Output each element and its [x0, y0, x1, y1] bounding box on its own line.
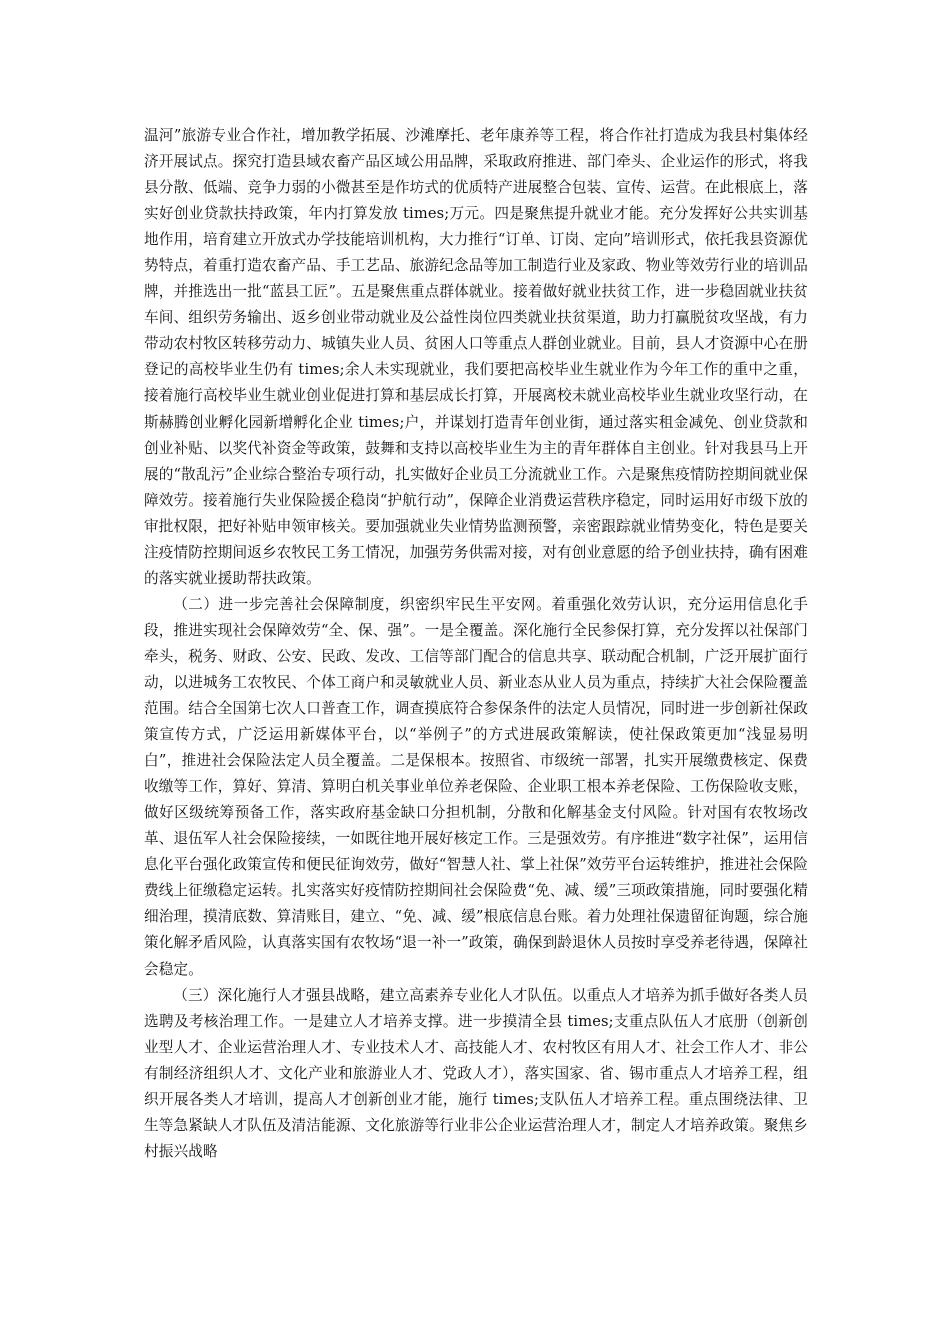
- paragraph-social-security: （二）进一步完善社会保障制度，织密织牢民生平安网。着重强化效劳认识，充分运用信息化手段，推进实现社会保障效劳“全、保、强”。一是全覆盖。深化施行全民参保打算，充分发挥以社保部门牵头，税务、财政、公安、民政、发改、工信等部门配合的信息共享、联动配合机制，广泛开展扩面行动，以进城务工农牧民、个体工商户和灵敏就业人员、新业态从业人员为重点，持续扩大社会保险覆盖范围。结合全国第七次人口普查工作，调查摸底符合参保条件的法定人员情况，同时进一步创新社保政策宣传方式，广泛运用新媒体平台，以“举例子”的方式进展政策解读，使社保政策更加“浅显易明白”，推进社会保险法定人员全覆盖。二是保根本。按照省、市级统一部署，扎实开展缴费核定、保费收缴等工作，算好、算清、算明白机关事业单位养老保险、企业职工根本养老保险、工伤保险收支账，做好区级统筹预备工作，落实政府基金缺口分担机制，分散和化解基金支付风险。针对国有农牧场改革、退伍军人社会保险接续，一如既往地开展好核定工作。三是强效劳。有序推进“数字社保”，运用信息化平台强化政策宣传和便民征询效劳，做好“智慧人社、掌上社保”效劳平台运转维护，推进社会保险费线上征缴稳定运转。扎实落实好疫情防控期间社会保险费“免、减、缓”三项政策措施，同时要强化精细治理，摸清底数、算清账目，建立、“免、减、缓”根底信息台账。着力处理社保遗留征询题，综合施策化解矛盾风险，认真落实国有农牧场“退一补一”政策，确保到龄退休人员按时享受养老待遇，保障社会稳定。: [144, 595, 808, 978]
- paragraph-talent-strategy: （三）深化施行人才强县战略，建立高素养专业化人才队伍。以重点人才培养为抓手做好各类人员选聘及考核治理工作。一是建立人才培养支撑。进一步摸清全县 times;支重点队伍人才底册（创新创业型人才、企业运营治理人才、专业技术人才、高技能人才、农村牧区有用人才、社会工作人才、非公有制经济组织人才、文化产业和旅游业人才、党政人才），落实国家、省、锡市重点人才培养工程，组织开展各类人才培训，提高人才创新创业才能，施行 times;支队伍人才培养工程。重点围绕法律、卫生等急紧缺人才队伍及清洁能源、文化旅游等行业非公企业运营治理人才，制定人才培养政策。聚焦乡村振兴战略: [144, 986, 808, 1160]
- paragraph-employment: 温河”旅游专业合作社，增加教学拓展、沙滩摩托、老年康养等工程，将合作社打造成为我县村集体经济开展试点。探究打造县域农畜产品区域公用品牌，采取政府推进、部门牵头、企业运作的形式，将我县分散、低端、竞争力弱的小微甚至是作坊式的优质特产进展整合包装、宣传、运营。在此根底上，落实好创业贷款扶持政策，年内打算发放 times;万元。四是聚焦提升就业才能。充分发挥好公共实训基地作用，培育建立开放式办学技能培训机构，大力推行“订单、订岗、定向”培训形式，依托我县资源优势特点，着重打造农畜产品、手工艺品、旅游纪念品等加工制造行业及家政、物业等效劳行业的培训品牌，并推选出一批“蓝县工匠”。五是聚焦重点群体就业。接着做好就业扶贫工作，进一步稳固就业扶贫车间、组织劳务输出、返乡创业带动就业及公益性岗位四类就业扶贫渠道，助力打赢脱贫攻坚战，有力带动农村牧区转移劳动力、城镇失业人员、贫困人口等重点人群创业就业。目前，县人才资源中心在册登记的高校毕业生仍有 times;余人未实现就业，我们要把高校毕业生就业作为今年工作的重中之重，接着施行高校毕业生就业创业促进打算和基层成长打算，开展离校未就业高校毕业生就业攻坚行动，在斯赫腾创业孵化园新增孵化企业 times;户，并谋划打造青年创业街，通过落实租金减免、创业贷款和创业补贴、以奖代补资金等政策，鼓舞和支持以高校毕业生为主的青年群体自主创业。针对我县马上开展的“散乱污”企业综合整治专项行动，扎实做好企业员工分流就业工作。六是聚焦疫情防控期间就业保障效劳。接着施行失业保险援企稳岗“护航行动”，保障企业消费运营秩序稳定，同时运用好市级下放的审批权限，把好补贴申领审核关。要加强就业失业情势监测预警，亲密跟踪就业情势变化，特色是要关注疫情防控期间返乡农牧民工务工情况，加强劳务供需对接，对有创业意愿的给予创业扶持，确有困难的落实就业援助帮扶政策。: [144, 127, 808, 587]
- document-body: [144, 123, 808, 1165]
